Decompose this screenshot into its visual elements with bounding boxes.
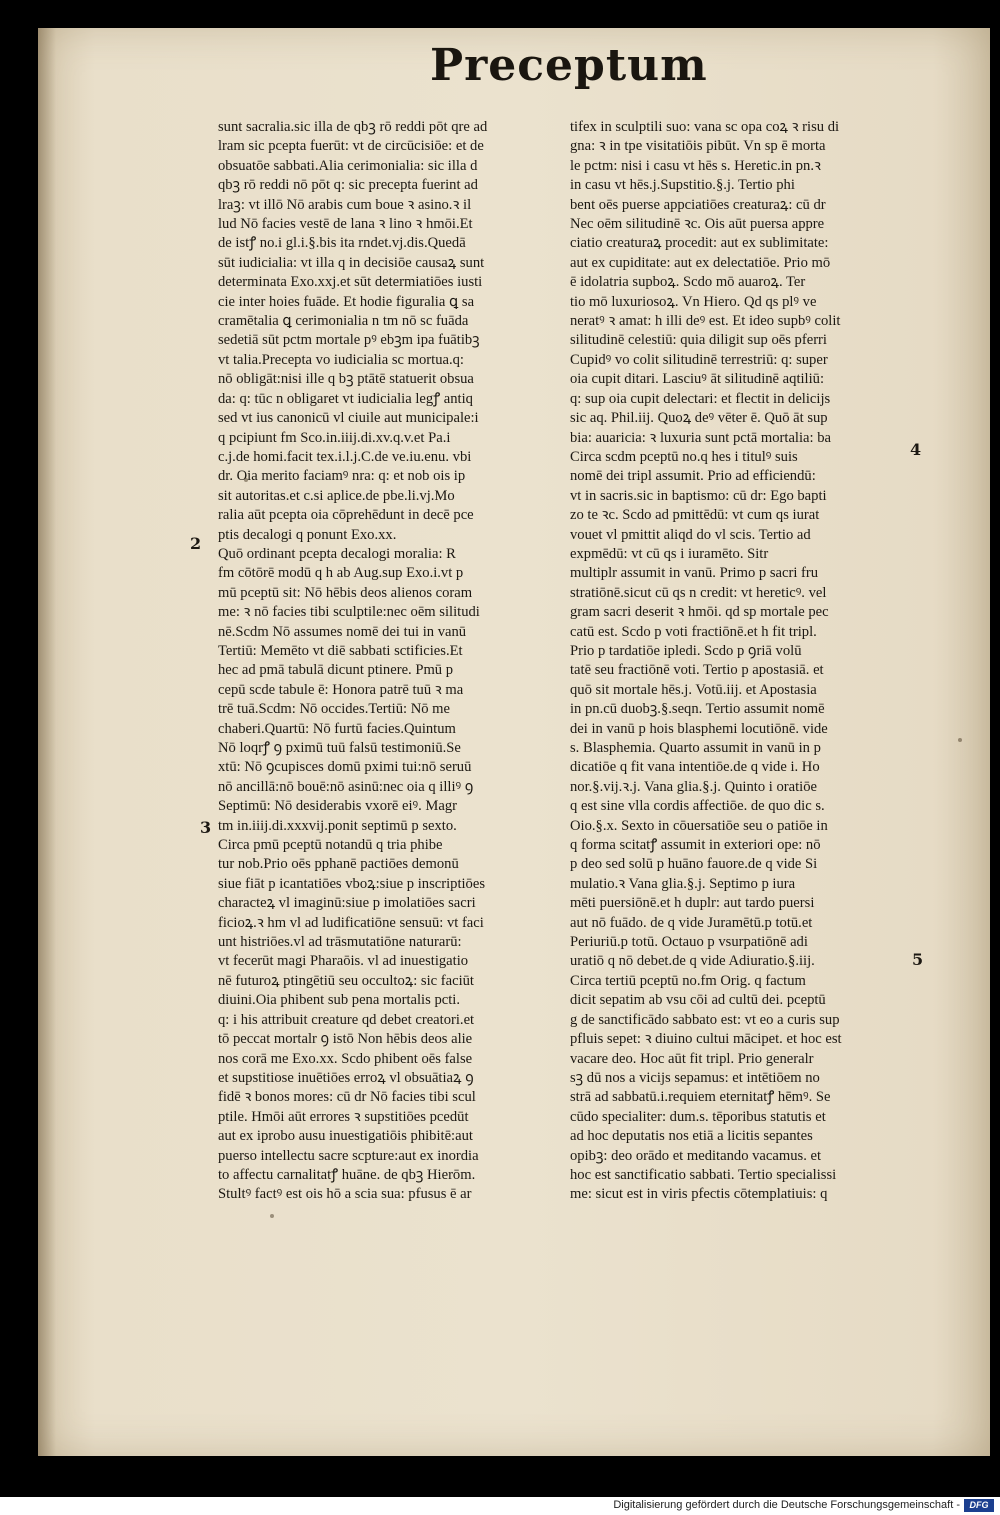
margin-number: 3 (200, 818, 212, 837)
paragraph: tifex in sculptili suo: vana sc opa coꝝ ꝛ risu di gna: ꝛ in tpe visitatiōis pibūt. Vn sp ē morta le pctm: nisi i casu vt hēs s. Heretic.in pn.ꝛ in casu vt hēs.j.Supstitio.§.j. Tertio phi bent oēs puerse appciatiōes creaturaꝝ: cū dr Nec oēm silitudinē ꝛc. Ois aūt puersa appre ciatio creaturaꝝ procedit: aut ex sublimitate: aut ex cupiditate: aut ex delectatiōe. Prio mō ē idolatria supboꝝ. Scdo mō auaroꝝ. Ter tio mō luxuriosoꝝ. Vn Hiero. Qd qs plꝰ ve neratꝰ ꝛ amat: h illi deꝰ est. Et ideo supbꝰ colit silitudinē celestiū: quia diligit sup oēs pferri Cupidꝰ vo colit silitudinē terrestriū: q: super oia cupit ditari. Lasciuꝰ āt silitudinē aqtiliū: q: sup oia cupit delectari: et flectit in delicijs sic aq. Phil.iij. Quoꝝ deꝰ vēter ē. Quō āt sup bia: auaricia: ꝛ luxuria sunt pctā mortalia: ba (570, 119, 841, 446)
margin-number: 2 (190, 534, 202, 553)
paragraph: Circa scdm pceptū no.q hes i titulꝰ suis nomē dei tripl assumit. Prio ad efficiendū: vt in sacris.sic in baptismo: cū dr: Ego bapti zo te ꝛc. Scdo ad pmittēdū: vt cum qs iurat vouet vl pmittit aliqd do vl scis. Tertio ad expmēdū: vt cū qs i iuramēto. Sitr multiplr assumit in vanū. Primo p sacri fru stratiōnē.sicut cū qs n credit: vt hereticꝰ. vel gram sacri deserit ꝛ hmōi. qd sp mortale pec catū est. Scdo p voti fractiōnē.et h fit tripl. Prio p tardatiōe ipledi. Scdo p ꝯriā volū tatē seu fractiōnē voti. Tertio p apostasiā. et quō sit mortale hēs.j. Votū.iij. et Apostasia in pn.cū duobꝫ.§.seqn. Tertio assumit nomē dei in vanū p hois blasphemi locutiōnē. vide s. Blasphemia. Quarto assumit in vanū in p dicatiōe q fit vana intentiōe.de q vide i. Ho nor.§.vij.ꝛ.j. Vana glia.§.j. Quinto i oratiōe q est sine vlla cordis affectiōe. de quo dic s. Oio.§.x. Sexto in cōuersatiōe seu o patiōe in q forma scitatꝭ assumit in exteriori ope: nō p deo sed solū p huāno fauore.de q vide Si mulatio.ꝛ Vana glia.§.j. Septimo p iura mēti puersiōnē.et h duplr: aut tardo puersi aut nō fuādo. de q vide Juramētū.p totū.et Periuriū.p totū. Octauo p vsurpatiōnē adi uratiō q nō debet.de q vide Adiuratio.§.iij. (570, 448, 829, 970)
ink-speck (958, 738, 962, 742)
page-title: Preceptum (430, 40, 708, 91)
paragraph: sunt sacralia.sic illa de qbꝫ rō reddi pōt qre ad lram sic pcepta fuerūt: vt de circūcisiōe: et de obsuatōe sabbati.Alia cerimonialia: sic illa d qbꝫ rō reddi nō pōt q: sic precepta fuerint ad lraꝫ: vt illō Nō arabis cum boue ꝛ asino.ꝛ il lud Nō facies vestē de lana ꝛ lino ꝛ hmōi.Et de istꝭ no.i gl.i.§.bis ita rndet.vj.dis.Quedā sūt iudicialia: vt illa q in decisiōe causaꝝ sunt determinata Exo.xxj.et sūt determiatiōes iusti cie inter hoies fuāde. Et hodie figuralia ꝗ sa cramētalia ꝗ cerimonialia n tm nō sc fuāda sedetiā sūt pctm mortale pꝰ ebꝫm ipa fuātibꝫ vt talia.Precepta vo iudicialia sc mortua.q: nō obligāt:nisi ille q bꝫ ptātē statuerit obsua da: q: tūc n obligaret vt iudicialia legꝭ antiq sed vt ius canonicū vl ciuile aut municipale:i q pcipiunt fm Sco.in.iiij.di.xv.q.v.et Pa.i c.j.de homi.facit tex.i.l.j.C.de ve.iu.enu. vbi dr. Oia merito faciamꝰ nra: q: et nob ois ip sit autoritas.et c.si aplice.de pbe.li.vj.Mo ralia aūt pcepta oia cōprehēdunt in decē pce ptis decalogi q ponunt Exo.xx. (218, 119, 488, 543)
left-text-column (218, 118, 556, 1205)
digitization-footer (0, 1497, 1000, 1515)
funding-notice: Digitalisierung gefördert durch die Deutsche Forschungsgemeinschaft - (613, 1499, 960, 1511)
ink-speck (244, 478, 248, 482)
dfg-logo: DFG (964, 1499, 994, 1512)
paragraph: Quō ordinant pcepta decalogi moralia: R fm cōtōrē modū q h ab Aug.sup Exo.i.vt p mū pceptū sit: Nō hēbis deos alienos coram me: ꝛ nō facies tibi sculptile:nec oēm silitudi nē.Scdm Nō assumes nomē dei tui in vanū Tertiū: Memēto vt diē sabbati sctificies.Et hec ad pmā tabulā dicunt ptinere. Pmū p cepū scde tabule ē: Honora patrē tuū ꝛ ma trē tuā.Scdm: Nō occides.Tertiū: Nō me chaberi.Quartū: Nō furtū facies.Quintum Nō loqrꝭ ꝯ pximū tuū falsū testimoniū.Se xtū: Nō ꝯcupisces domū pximi tui:nō seruū nō ancillā:nō bouē:nō asinū:nec oia q illiꝰ ꝯ Septimū: Nō desiderabis vxorē eiꝰ. Magr tm in.iiij.di.xxxvij.ponit septimū p sexto. (218, 545, 480, 834)
paragraph: Circa pmū pceptū notandū q tria phibe tur nob.Prio oēs pphanē pactiōes demonū siue fiāt p icantatiōes vboꝝ:siue p inscriptiōes characteꝝ vl imaginū:siue p imolatiōes sacri ficioꝝ.ꝛ hm vl ad ludificatiōne sensuū: vt faci unt histriōes.vl ad trāsmutatiōne naturarū: vt fecerūt magi Pharaōis. vl ad inuestigatio nē futuroꝝ ptingētiū seu occultoꝝ: sic faciūt diuini.Oia phibent sub pena mortalis pcti. q: i his attribuit creature qd debet creatori.et tō peccat mortalr ꝯ istō Non hēbis deos alie nos corā me Exo.xx. Scdo phibent oēs false et supstitiose inuētiōes erroꝝ vl obsuātiaꝝ ꝯ fidē ꝛ bonos mores: cū dr Nō facies tibi scul ptile. Hmōi aūt errores ꝛ supstitiōes pcedūt aut ex iprobo ausu inuestigatiōis phibitē:aut puerso intellectu sacre scpture:aut ex inordia to affectu carnalitatꝭ huāne. de qbꝫ Hierōm. Stultꝰ factꝰ est ois hō a scia sua: pfusus ē ar (218, 837, 486, 1203)
paragraph: Circa tertiū pceptū no.fm Orig. q factum dicit sepatim ab vsu cōi ad cultū dei. pceptū g de sanctificādo sabbato est: vt eo a curis sup pfluis sepet: ꝛ diuino cultui mācipet. et hoc est vacare deo. Hoc aūt fit tripl. Prio generalr sꝫ dū nos a vicijs sepamus: et intētiōem no strā ad sabbatū.i.requiem eternitatꝭ hēmꝰ. Se cūdo specialiter: dum.s. tēporibus statutis et ad hoc deputatis nos etiā a licitis sepantes opibꝫ: deo orādo et meditando vacamus. et hoc est sanctificatio sabbati. Tertio specialissi me: sicut est in viris pfectis cōtemplatiuis: q (570, 972, 842, 1203)
margin-number: 5 (912, 950, 924, 969)
page-spine-shadow (38, 28, 56, 1456)
margin-number: 4 (910, 440, 922, 459)
right-text-column (570, 118, 908, 1205)
ink-speck (270, 1214, 274, 1218)
